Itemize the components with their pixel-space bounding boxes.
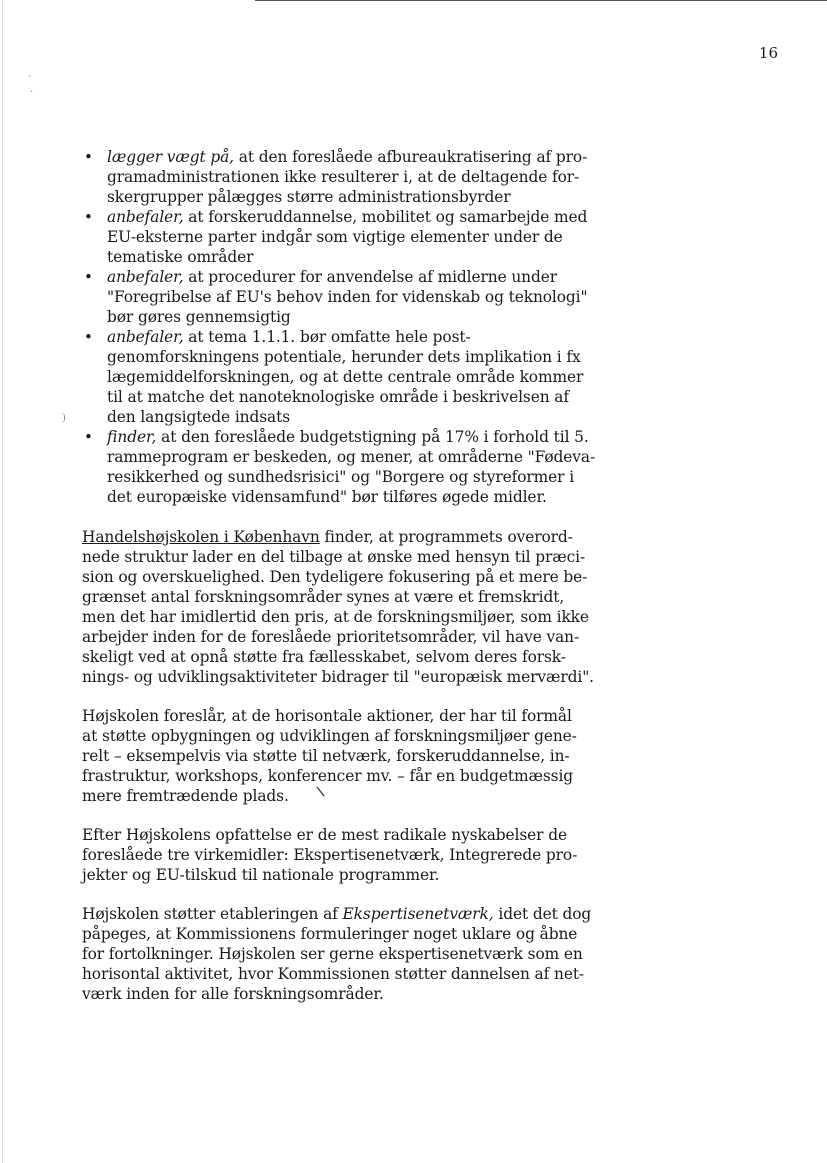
paragraph-horizontal-actions bbox=[82, 706, 602, 806]
paragraph-text: relt – eksempelvis via støtte til netværk, forskeruddannelse, in- bbox=[82, 747, 570, 765]
paragraph-text: nings- og udviklingsaktiviteter bidrager til "europæisk merværdi". bbox=[82, 668, 594, 686]
paragraph-text: finder, at programmets overord- bbox=[319, 528, 573, 546]
paragraph-text: skeligt ved at opnå støtte fra fællesskabet, selvom deres forsk- bbox=[82, 648, 566, 666]
paragraph-text: foreslåede tre virkemidler: Ekspertisenetværk, Integrerede pro- bbox=[82, 846, 578, 864]
list-item bbox=[82, 427, 602, 507]
list-item bbox=[82, 207, 602, 267]
bullet-text: "Foregribelse af EU's behov inden for videnskab og teknologi" bbox=[107, 288, 588, 306]
bullet-lead: anbefaler, bbox=[107, 328, 184, 346]
bullet-text: til at matche det nanoteknologiske område i beskrivelsen af bbox=[107, 388, 569, 406]
paragraph-cbs-assessment bbox=[82, 527, 602, 687]
bullet-icon: • bbox=[84, 328, 93, 346]
bullet-text: at tema 1.1.1. bør omfatte hele post- bbox=[183, 328, 471, 346]
paragraph-text: sion og overskuelighed. Den tydeligere fokusering på et mere be- bbox=[82, 568, 588, 586]
paragraph-text: idet det dog bbox=[493, 905, 592, 923]
bullet-lead: anbefaler, bbox=[107, 268, 184, 286]
list-item bbox=[82, 147, 602, 207]
bullet-text: at den foreslåede budgetstigning på 17% i forhold til 5. bbox=[156, 428, 589, 446]
paragraph-text: grænset antal forskningsområder synes at være et fremskridt, bbox=[82, 588, 565, 606]
paragraph-text: horisontal aktivitet, hvor Kommissionen støtter dannelsen af net- bbox=[82, 965, 585, 983]
paragraph-text: Efter Højskolens opfattelse er de mest radikale nyskabelser de bbox=[82, 826, 567, 844]
paragraph-text: for fortolkninger. Højskolen ser gerne ekspertisenetværk som en bbox=[82, 945, 583, 963]
bullet-text: at forskeruddannelse, mobilitet og samarbejde med bbox=[183, 208, 588, 226]
paragraph-text: værk inden for alle forskningsområder. bbox=[82, 985, 384, 1003]
bullet-text: genomforskningens potentiale, herunder dets implikation i fx bbox=[107, 348, 581, 366]
list-item bbox=[82, 267, 602, 327]
bullet-lead: anbefaler, bbox=[107, 208, 184, 226]
bullet-text: tematiske områder bbox=[107, 248, 254, 266]
paragraph-text: arbejder inden for de foreslåede prioritetsområder, vil have van- bbox=[82, 628, 580, 646]
paragraph-text: Højskolen støtter etableringen af bbox=[82, 905, 343, 923]
paragraph-text: men det har imidlertid den pris, at de forskningsmiljøer, som ikke bbox=[82, 608, 589, 626]
bullet-text: resikkerhed og sundhedsrisici" og "Borgere og styreformer i bbox=[107, 468, 575, 486]
bullet-text: det europæiske vidensamfund" bør tilføres øgede midler. bbox=[107, 488, 547, 506]
paragraph-expertise-networks bbox=[82, 904, 602, 1004]
bullet-text: EU-eksterne parter indgår som vigtige elementer under de bbox=[107, 228, 563, 246]
paragraph-text: at støtte opbygningen og udviklingen af forskningsmiljøer gene- bbox=[82, 727, 577, 745]
bullet-text: rammeprogram er beskeden, og mener, at områderne "Fødeva- bbox=[107, 448, 596, 466]
institution-name: Handelshøjskolen i København bbox=[82, 528, 320, 546]
scan-left-edge bbox=[2, 0, 3, 1163]
paragraph-text: frastruktur, workshops, konferencer mv. – får en budgetmæssig bbox=[82, 767, 574, 785]
bullet-icon: • bbox=[84, 268, 93, 286]
paragraph-text: Højskolen foreslår, at de horisontale aktioner, der har til formål bbox=[82, 707, 572, 725]
paragraph-text: mere fremtrædende plads. bbox=[82, 787, 289, 805]
bullet-text: gramadministrationen ikke resulterer i, at de deltagende for- bbox=[107, 168, 580, 186]
paragraph-text: nede struktur lader en del tilbage at ønske med hensyn til præci- bbox=[82, 548, 586, 566]
bullet-icon: • bbox=[84, 208, 93, 226]
scan-speck: - bbox=[28, 71, 32, 82]
paragraph-text: påpeges, at Kommissionens formuleringer noget uklare og åbne bbox=[82, 925, 578, 943]
top-rule bbox=[255, 0, 827, 1]
bullet-text: bør gøres gennemsigtig bbox=[107, 308, 291, 326]
pen-mark bbox=[316, 786, 326, 798]
recommendation-list bbox=[82, 147, 602, 507]
bullet-icon: • bbox=[84, 148, 93, 166]
bullet-text: den langsigtede indsats bbox=[107, 408, 290, 426]
bullet-text: at procedurer for anvendelse af midlerne under bbox=[183, 268, 558, 286]
list-item bbox=[82, 327, 602, 427]
paragraph-text: jekter og EU-tilskud til nationale programmer. bbox=[82, 866, 440, 884]
bullet-icon: • bbox=[84, 428, 93, 446]
scan-speck: · bbox=[30, 87, 34, 98]
bullet-text: lægemiddelforskningen, og at dette centrale område kommer bbox=[107, 368, 584, 386]
scan-speck: ) bbox=[62, 413, 66, 424]
document-body bbox=[82, 147, 602, 1004]
bullet-text: skergrupper pålægges større administrationsbyrder bbox=[107, 188, 511, 206]
emphasized-term: Ekspertisenetværk, bbox=[342, 905, 494, 923]
paragraph-instruments bbox=[82, 825, 602, 885]
page-number: 16 bbox=[758, 44, 778, 62]
bullet-text: at den foreslåede afbureaukratisering af pro- bbox=[233, 148, 588, 166]
bullet-lead: lægger vægt på, bbox=[107, 148, 234, 166]
bullet-lead: finder, bbox=[107, 428, 157, 446]
